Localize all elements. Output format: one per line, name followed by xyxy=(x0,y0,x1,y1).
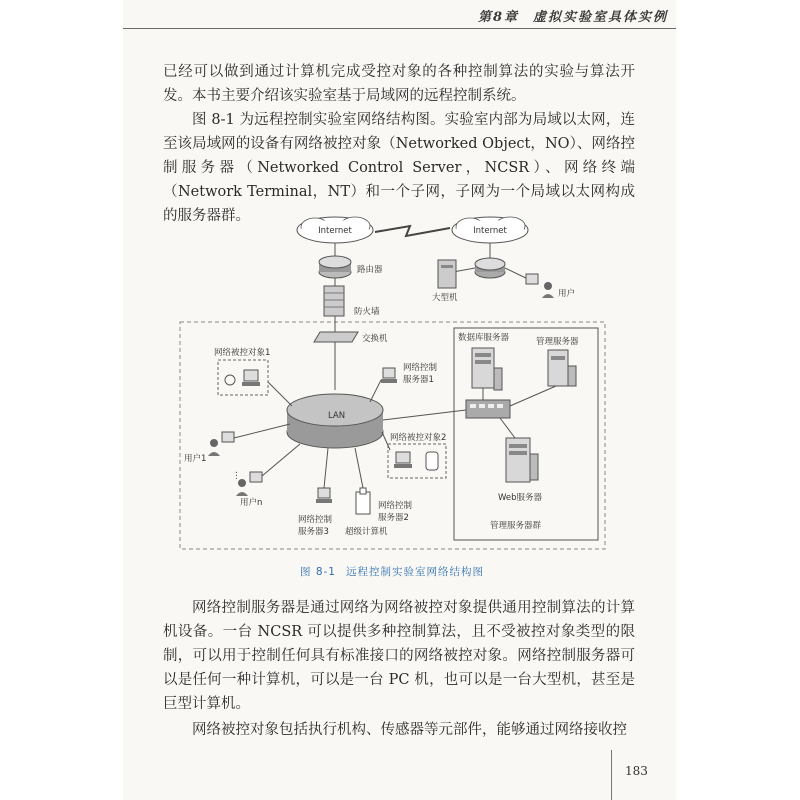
router-label: 路由器 xyxy=(357,265,383,275)
mgmt-server-icon xyxy=(548,350,576,386)
internet-cloud-right xyxy=(452,217,528,243)
no2-device-icon xyxy=(394,452,438,470)
no2-label: 网络被控对象2 xyxy=(390,433,447,443)
ncsr3-label-1: 网络控制 xyxy=(298,515,333,525)
ncsr2-label-2: 服务器2 xyxy=(378,513,409,523)
paragraph-2: 图 8-1 为远程控制实验室网络结构图。实验室内部为局域以太网，连至该局域网的设备有网络被控对象（Networked Object，NO）、网络控制服务器（Networked Control Server，NCSR）、网络终端（Network Terminal，NT）和一个子网，子网为一个局域以太网构成的服务器群。 xyxy=(163,112,635,224)
lan-label: LAN xyxy=(328,411,346,421)
hub-icon-top xyxy=(475,258,505,278)
ncsr3-label-2: 服务器3 xyxy=(298,527,329,537)
web-server-icon xyxy=(506,438,538,482)
mainframe-label: 大型机 xyxy=(432,293,458,303)
figure-caption xyxy=(300,564,494,579)
no1-label: 网络被控对象1 xyxy=(214,348,271,358)
user-icon-top xyxy=(526,274,554,298)
web-server-label: Web服务器 xyxy=(498,493,543,503)
firewall-label: 防火墙 xyxy=(354,307,380,317)
figure-number: 图 8-1 xyxy=(300,566,336,578)
db-server-label: 数据库服务器 xyxy=(458,333,510,343)
internet-left-label: Internet xyxy=(318,226,352,236)
header-rule xyxy=(123,28,676,29)
ncsr2-label-1: 网络控制 xyxy=(378,501,413,511)
user1-icon xyxy=(208,432,234,456)
firewall-icon xyxy=(324,286,344,316)
running-header xyxy=(123,6,668,26)
server-group-label: 管理服务器群 xyxy=(490,521,542,531)
ncsr1-icon xyxy=(381,368,397,383)
wan-link xyxy=(375,226,450,236)
ncsr1-label-2: 服务器1 xyxy=(403,375,434,385)
chapter-title: 虚拟实验室具体实例 xyxy=(532,10,668,25)
paragraph-3: 网络控制服务器是通过网络为网络被控对象提供通用控制算法的计算机设备。一台 NCSR 可以提供多种控制算法，且不受被控对象类型的限制，可以用于控制任何具有标准接口的网络被控对象。网络控制服务器可以是任何一种计算机，可以是一台 PC 机，也可以是一台大型机，甚至是巨型计算机。 xyxy=(163,600,635,712)
user1-label: 用户1 xyxy=(184,454,207,464)
paragraph-4: 网络被控对象包括执行机构、传感器等元部件，能够通过网络接收控 xyxy=(192,722,627,738)
no1-device-icon xyxy=(225,370,260,386)
supercomputer-label: 超级计算机 xyxy=(345,527,388,537)
db-server-icon xyxy=(472,348,502,390)
lan-hub xyxy=(287,394,383,448)
switch-label: 交换机 xyxy=(362,334,388,344)
router-icon xyxy=(319,243,351,278)
paragraph-1: 已经可以做到通过计算机完成受控对象的各种控制算法的实验与算法开发。本书主要介绍该实验室基于局域网的远程控制系统。 xyxy=(163,64,635,104)
user-top-label: 用户 xyxy=(558,289,576,299)
page-number-rule xyxy=(611,750,612,800)
chapter-number: 第8章 xyxy=(477,10,519,25)
group-switch-icon xyxy=(466,400,510,418)
figure-title: 远程控制实验室网络结构图 xyxy=(346,566,484,578)
usern-label: 用户n xyxy=(240,498,263,508)
switch-icon xyxy=(314,332,358,342)
ncsr1-label-1: 网络控制 xyxy=(403,363,438,373)
internet-right-label: Internet xyxy=(473,226,507,236)
page-number: 183 xyxy=(625,764,648,778)
mgmt-server-label: 管理服务器 xyxy=(536,337,579,347)
ncsr3-icon xyxy=(316,488,332,503)
network-diagram xyxy=(170,210,610,555)
internet-cloud-left xyxy=(297,217,373,243)
mainframe-icon xyxy=(438,260,456,288)
supercomputer-icon xyxy=(356,488,370,514)
users-ellipsis: ⋮ xyxy=(232,471,241,481)
